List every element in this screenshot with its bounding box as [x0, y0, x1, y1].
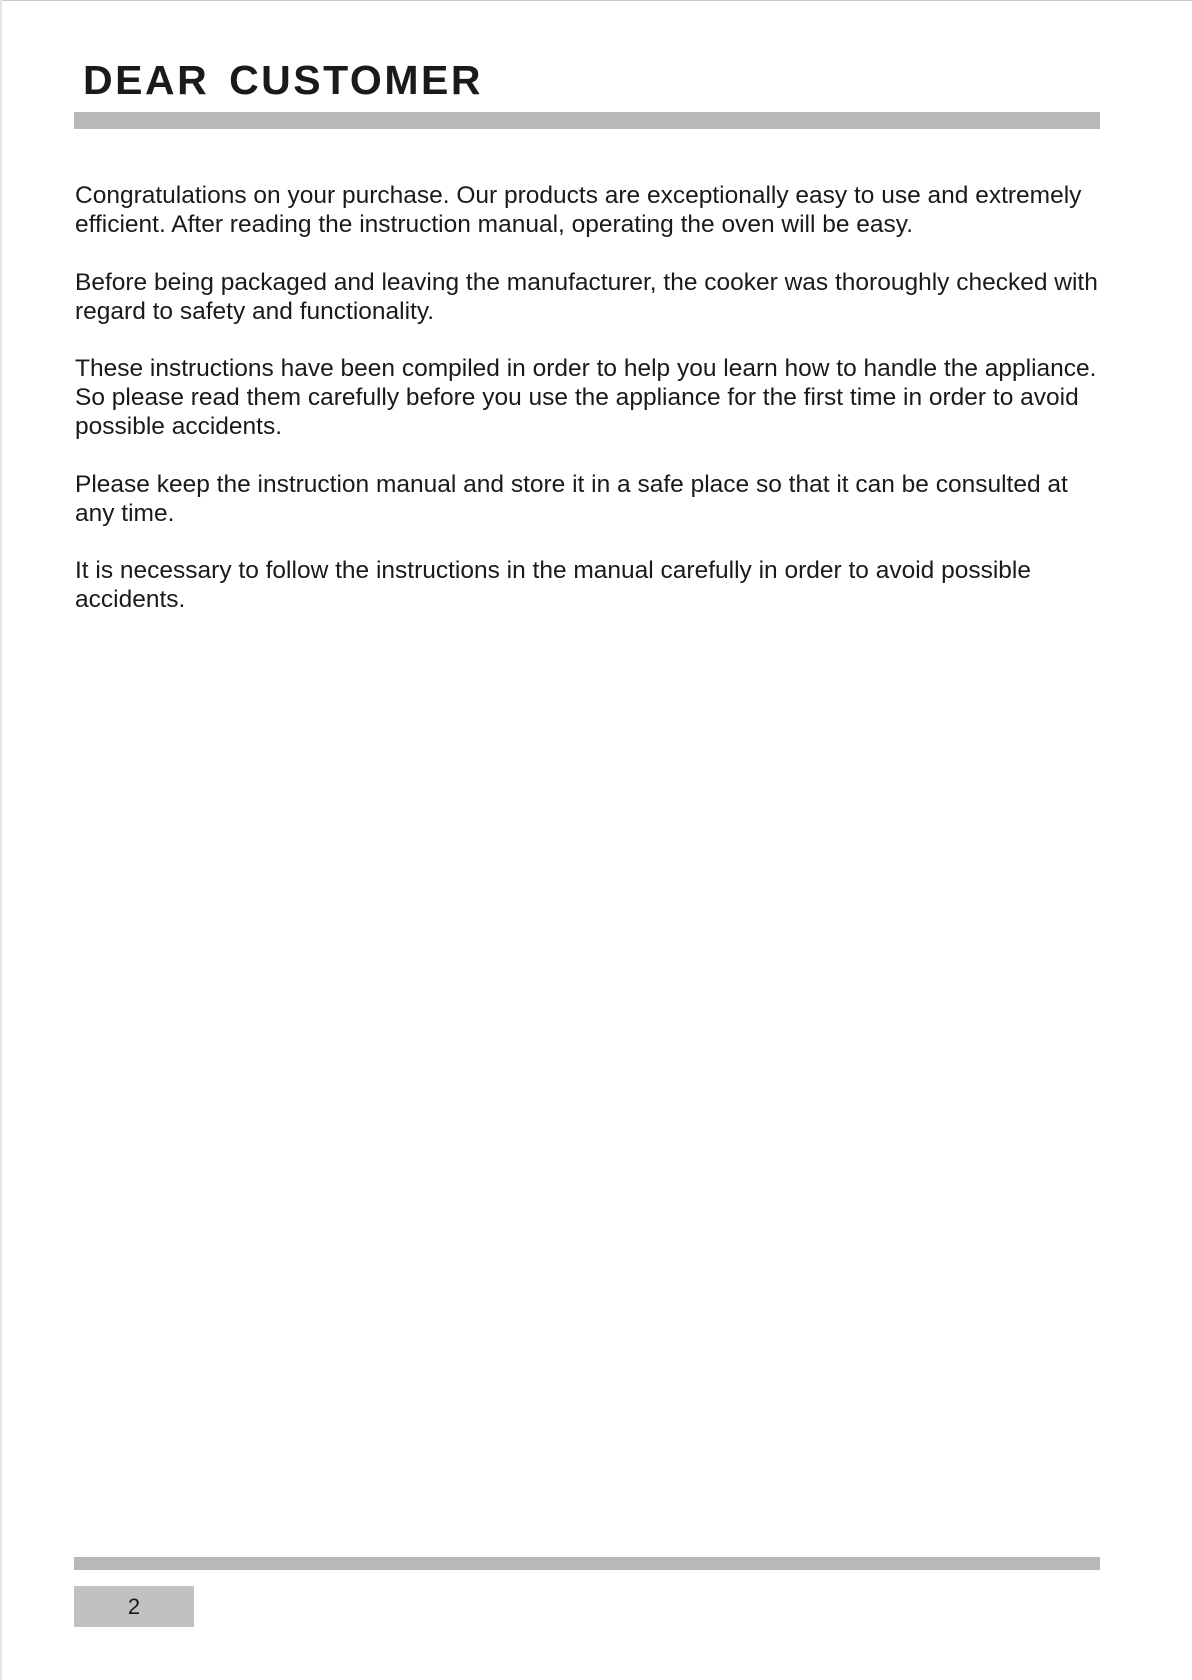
paragraph-read-instructions: These instructions have been compiled in order to help you learn how to handle the appliance. So please read them carefully before you use the appliance for the first time in order to avoid possible accidents.: [75, 355, 1097, 440]
paragraph-follow-instructions: It is necessary to follow the instructions in the manual carefully in order to avoid possible accidents.: [75, 557, 1031, 613]
body-text: [75, 181, 1105, 643]
page-number-box: [74, 1586, 194, 1627]
footer-rule: [74, 1557, 1100, 1570]
paragraph-keep-manual: Please keep the instruction manual and store it in a safe place so that it can be consulted at any time.: [75, 470, 1068, 527]
paragraph-safety-check: Before being packaged and leaving the manufacturer, the cooker was thoroughly checked with regard to safety and functionality.: [75, 268, 1098, 325]
page-border-left: [0, 0, 2, 1680]
page-border-top: [0, 0, 1192, 1]
page-title: DEAR CUSTOMER: [83, 57, 483, 103]
paragraph-congratulations: Congratulations on your purchase. Our products are exceptionally easy to use and extremely efficient. After reading the instruction manual, operating the oven will be easy.: [75, 182, 1082, 238]
header-rule: [74, 112, 1100, 129]
page-number: 2: [127, 1593, 141, 1619]
